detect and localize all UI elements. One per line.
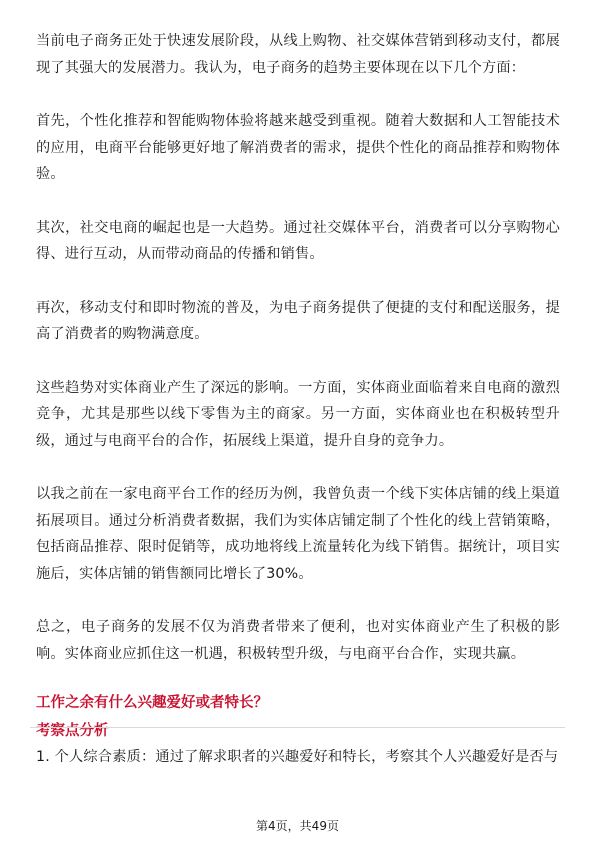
- body-paragraph: 其次，社交电商的崛起也是一大趋势。通过社交媒体平台，消费者可以分享购物心得、进行互动，从而带动商品的传播和销售。: [36, 219, 560, 262]
- section-divider: [30, 727, 565, 728]
- body-paragraph: 这些趋势对实体商业产生了深远的影响。一方面，实体商业面临着来自电商的激烈竞争，尤其是那些以线下零售为主的商家。另一方面，实体商业也在积极转型升级，通过与电商平台的合作，拓展线上渠道，提升自身的竞争力。: [36, 379, 560, 449]
- body-paragraph: 以我之前在一家电商平台工作的经历为例，我曾负责一个线下实体店铺的线上渠道拓展项目。通过分析消费者数据，我们为实体店铺定制了个性化的线上营销策略，包括商品推荐、限时促销等，成功地将线上流量转化为线下销售。据统计，项目实施后，实体店铺的销售额同比增长了30%。: [36, 486, 560, 582]
- body-paragraph: 总之，电子商务的发展不仅为消费者带来了便利，也对实体商业产生了积极的影响。实体商业应抓住这一机遇，积极转型升级，与电商平台合作，实现共赢。: [36, 619, 560, 662]
- body-paragraph: 首先，个性化推荐和智能购物体验将越来越受到重视。随着大数据和人工智能技术的应用，电商平台能够更好地了解消费者的需求，提供个性化的商品推荐和购物体验。: [36, 113, 560, 182]
- question-title: 工作之余有什么兴趣爱好或者特长？: [36, 695, 268, 711]
- analysis-list-item: 1. 个人综合素质：通过了解求职者的兴趣爱好和特长，考察其个人兴趣爱好是否与: [36, 749, 559, 765]
- body-paragraph: 当前电子商务正处于快速发展阶段，从线上购物、社交媒体营销到移动支付，都展现了其强大的发展潜力。我认为，电子商务的趋势主要体现在以下几个方面：: [36, 33, 560, 76]
- page-content: [36, 28, 560, 770]
- analysis-heading: 考察点分析: [36, 723, 109, 739]
- body-paragraph: 再次，移动支付和即时物流的普及，为电子商务提供了便捷的支付和配送服务，提高了消费者的购物满意度。: [36, 299, 560, 342]
- page-number: 第4页，共49页: [256, 819, 339, 833]
